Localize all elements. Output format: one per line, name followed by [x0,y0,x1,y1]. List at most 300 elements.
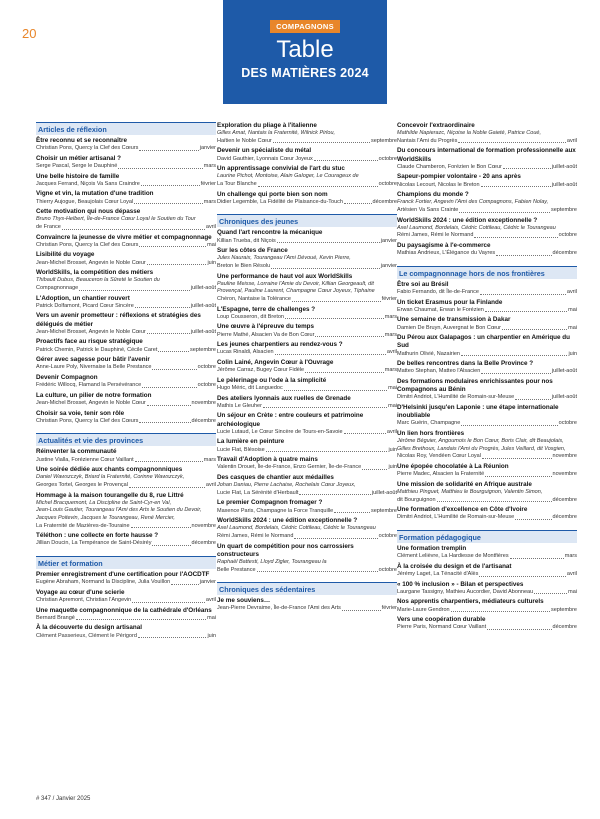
issue-month: novembre [552,453,577,460]
article-title: Téléthon : une collecte en forte hausse ? [36,532,159,540]
column-3 [397,122,577,640]
toc-entry [217,517,397,540]
author-line [217,447,397,455]
issue-month: octobre [378,180,397,187]
toc-entry [397,191,577,214]
issue-month: mai [388,384,397,391]
dot-leader [515,514,551,520]
article-authors: Claude Chamberon, Forézien le Bon Cœur [397,163,502,170]
toc-entry [217,273,397,304]
article-authors: Jules Nauraix, Tourangeau l'Ami Dévoué, Kevin Pierre, [217,255,351,262]
article-title: Je me souviens… [217,597,271,605]
article-authors: Mathilde Napierazc, Niçoise la Noble Gaieté, Patrice Coué, [397,130,541,137]
article-title: WorldSkills, la compétition des métiers [36,269,154,277]
article-title: Vers une coopération durable [397,616,486,624]
toc-section [36,556,216,640]
dot-leader [152,364,196,370]
article-title: Une maquette compagnonnique de la cathédrale d'Orléans [36,606,212,614]
toc-section [36,433,216,548]
article-authors: Belle Prestance [217,566,256,573]
author-line [397,368,577,376]
dot-leader [344,429,386,435]
toc-entry [36,356,216,372]
issue-month: juillet-août [190,302,216,309]
article-title: Sur les côtes de France [217,247,288,255]
article-title: Choisir sa voie, tenir son rôle [36,409,125,417]
author-line [36,145,216,153]
issue-month: mai [568,324,577,331]
article-authors: Lucie Flat, Blésoise [217,446,265,453]
article-authors: Christian Pons, Quercy la Clef des Cœurs [36,241,139,248]
article-authors: Rémi James, Rémi le Normand [217,532,294,539]
author-line [36,163,216,171]
issue-month: avril [566,288,577,295]
dot-leader [485,307,567,313]
section-title: Le compagnonnage hors de nos frontières [397,266,577,279]
article-title: Un challenge qui porte bien son nom [217,190,328,198]
author-line [36,597,216,605]
issue-month: janvier [380,262,397,269]
author-line [397,453,577,461]
dot-leader [314,156,378,162]
toc-entry [397,616,577,632]
toc-entry [36,571,216,587]
article-title: Nos apprentis charpentiers, médiateurs culturels [397,598,544,606]
author-line [397,250,577,258]
issue-month: septembre [190,346,216,353]
toc-entry [36,269,216,292]
toc-entry [217,341,397,357]
article-title: Une formation tremplin [397,544,467,552]
author-line [217,464,397,472]
issue-month: avril [386,428,397,435]
article-title: Un lien hors frontières [397,429,465,437]
article-authors: Didier Legemble, La Fidélité de Plaisance-du-Touch [217,198,343,205]
dot-leader [284,385,387,391]
banner-title: Table [276,36,334,63]
issue-month: novembre [552,471,577,478]
toc-entry [217,122,397,145]
article-authors: La Fraternité de Mazières-de-Touraine [36,522,130,529]
article-authors: Artésien Va Sans Crainte [397,206,459,213]
author-line [397,607,577,615]
toc-entry [217,395,397,411]
article-title: Vigne et vin, la mutation d'une tradition [36,190,154,198]
dot-leader [273,138,370,144]
issue-month: décembre [552,514,577,521]
author-line [36,457,216,465]
article-authors: Christian Apremont, Christian l'Angevin [36,596,132,603]
issue-month: février [200,180,216,187]
toc-entry [217,147,397,163]
article-title: Travail d'Adoption à quatre mains [217,456,318,464]
article-title: Premier enregistrement d'une certification pour l'AOCDTF [36,570,210,578]
issue-month: juillet-août [190,284,216,291]
article-title: Le pèlerinage ou l'ode à la simplicité [217,376,327,384]
issue-month: octobre [197,382,216,389]
article-title: Colin Lainé, Angevin Cœur à l'Ouvrage [217,358,334,366]
dot-leader [299,490,370,496]
author-line [217,138,397,146]
dot-leader [62,224,205,230]
author-line [217,403,397,411]
article-authors: Pierre Madec, Alsacien la Fraternité [397,471,485,478]
article-title: Une mission de solidarité en Afrique australe [397,480,532,488]
toc-section [217,582,397,613]
article-title: La lumière en peinture [217,438,285,446]
author-line [217,296,397,304]
toc-entry [36,295,216,311]
issue-month: février [381,605,397,612]
article-title: Un apprentissage convivial de l'art du stuc [217,165,345,173]
issue-month: avril [566,570,577,577]
article-title: Du Pérou aux Galapagos : un charpentier en Amérique du Sud [397,334,570,350]
issue-month: juin [207,632,216,639]
article-title: À la découverte du design artisanal [36,624,143,632]
author-line [397,307,577,315]
title-banner [223,0,387,104]
toc-entry [36,410,216,426]
article-title: Gérer avec sagesse pour bâtir l'avenir [36,356,150,364]
dot-leader [285,314,384,320]
dot-leader [131,523,191,529]
dot-leader [515,394,551,400]
article-authors: Raphaël Battesti, Lloyd Zigler, Tourangeau la [217,558,327,565]
article-title: L'Espagne, terre de challenges ? [217,305,316,313]
article-title: De belles rencontres dans la Belle Province ? [397,360,534,368]
article-title: Hommage à la maison tourangelle du 8, rue Littré [36,491,184,499]
dot-leader [277,238,380,244]
article-title: La culture, un pilier de notre formation [36,391,152,399]
article-title: Une performance de haut vol aux WorldSkills [217,272,353,280]
toc-entry [397,404,577,428]
article-authors: Pauline Meisse, Lorraine l'Amie du Devoir, Killian Georgeault, dit [217,280,374,287]
dot-leader [263,403,387,409]
toc-entry [217,229,397,245]
article-title: Cette motivation qui nous dépasse [36,208,141,216]
article-title: Une semaine de transmission à Dakar [397,316,511,324]
article-authors: Michel Bracquemont, La Discipline de Saint-Cyr-en Val, [36,499,172,506]
article-authors: Haïtien le Noble Cœur [217,137,272,144]
toc-entry [36,312,216,336]
toc-entry [397,147,577,171]
article-authors: Johan Daniau, Pierre Lachaise, Rochelais Cœur Joyeux, [217,482,356,489]
article-title: Devenir Compagnon [36,373,98,381]
issue-month: décembre [552,496,577,503]
toc-entry [217,306,397,322]
article-authors: Loup Cousseron, dit Breton [217,313,284,320]
article-title: Une formation d'excellence en Côte d'Ivoire [397,506,528,514]
toc-entry [36,190,216,206]
dot-leader [315,332,383,338]
author-line [397,138,577,146]
dot-leader [132,597,205,603]
issue-month: septembre [551,606,577,613]
issue-month: octobre [197,364,216,371]
article-authors: Jacques Ferrand, Niçois Va Sans Craindre [36,180,140,187]
article-authors: Christian Pons, Quercy la Clef des Cœurs [36,417,139,424]
dot-leader [139,418,190,424]
article-authors: Provençal, Pauline Laurent, Champagne Cœur Joyeux, Tiphaine [217,288,375,295]
article-authors: Fabio Fernando, dit Île-de-France [397,288,479,295]
author-line [397,182,577,190]
toc-entry [217,474,397,497]
issue-month: septembre [371,507,397,514]
article-authors: Patrick Chemin, Patrick le Dauphiné, Cécile Caret [36,346,158,353]
issue-month: juin [207,259,216,266]
issue-month: mai [388,402,397,409]
issue-month: mars [203,456,216,463]
section-title: Chroniques des jeunes [217,214,397,227]
author-line [217,367,397,375]
author-line [217,508,397,516]
article-authors: Lucas Rinaldi, Alsacien [217,349,274,356]
toc-section [217,214,397,574]
dot-leader [474,232,557,238]
toc-entry [397,563,577,579]
toc-entry [36,492,216,531]
article-authors: Justine Vialla, Forézienne Cœur Vaillant [36,456,134,463]
issue-month: mars [384,367,397,374]
article-authors: Nantais l'Ami du Progrès [397,137,458,144]
article-title: Réinventer la communauté [36,448,117,456]
article-title: Une œuvre à l'épreuve du temps [217,323,315,331]
author-line [36,615,216,623]
article-title: Sapeur-pompier volontaire - 20 ans après [397,173,521,181]
dot-leader [305,367,384,373]
article-authors: Erwan Chaumat, Erwan le Forézien [397,306,484,313]
dot-leader [534,589,567,595]
toc-entry [397,217,577,240]
author-line [217,490,397,498]
toc-entry [397,242,577,258]
toc-section [217,122,397,206]
article-title: Lisibilité du voyage [36,251,95,259]
author-line [36,224,216,232]
article-authors: David Gauthier, Lyonnais Cœur Joyeux [217,155,313,162]
article-authors: Gilles Brethoux, Landais l'Ami du Progrès, Jules Veillard, dit Vosgien, [397,445,566,452]
issue-month: juin [388,464,397,471]
toc-entry [397,481,577,504]
dot-leader [502,325,567,331]
column-1 [36,122,216,648]
article-title: « 100 % inclusion » - Bilan et perspectives [397,580,524,588]
article-authors: Bruno Thys-Helbert, Île-de-France Cœur Loyal le Soutien du Tour [36,216,196,223]
issue-month: décembre [191,417,216,424]
toc-entry [397,281,577,297]
issue-month: avril [205,223,216,230]
toc-entry [397,299,577,315]
dot-leader [480,289,566,295]
author-line [217,199,397,207]
dot-leader [496,250,551,256]
dot-leader [129,482,205,488]
author-line [36,181,216,189]
column-2 [217,122,397,621]
issue-month: juillet-août [551,163,577,170]
author-line [217,156,397,164]
issue-month: janvier [380,237,397,244]
issue-month: décembre [552,250,577,257]
article-authors: Valentin Drouet, Île-de-France, Enzo Gernier, Île-de-France [217,464,362,471]
article-title: Un séjour en Crète : entre couleurs et patrimoine archéologique [217,412,364,428]
article-authors: Jean-Pierre Devraime, Île-de-France l'Ami des Arts [217,605,341,612]
article-authors: de France [36,223,61,230]
toc-entry [397,378,577,402]
article-authors: Jérôme Béguier, Angoumois le Bon Cœur, Boris Clair, dit Beaujolais, [397,438,564,445]
toc-entry [397,463,577,479]
dot-leader [479,571,566,577]
dot-leader [271,263,380,269]
toc-entry [397,506,577,522]
dot-leader [510,553,564,559]
article-title: Le premier Compagnon fromager ? [217,499,323,507]
author-line [36,242,216,250]
page-number: 20 [22,26,37,41]
issue-month: juillet-août [551,394,577,401]
dot-leader [135,457,203,463]
issue-month: janvier [199,579,216,586]
author-line [36,540,216,548]
toc-section [397,122,577,258]
author-line [36,285,216,293]
section-title: Chroniques des sédentaires [217,582,397,595]
author-line [217,238,397,246]
toc-entry [36,589,216,605]
article-title: Une belle histoire de famille [36,172,120,180]
issue-month: juin [388,446,397,453]
toc-entry [36,532,216,548]
author-line [36,523,216,531]
issue-month: décembre [372,198,397,205]
article-authors: Breton le Bien Résolu [217,262,271,269]
dot-leader [487,624,551,630]
article-authors: Matthieu Pinguet, Matthieu le Bourguignon, Valentin Simon, [397,488,543,495]
article-authors: Georges Tortel, Georges le Provençal [36,481,128,488]
issue-month: octobre [558,420,577,427]
toc-entry [36,448,216,464]
article-authors: Matteo Stephan, Matteo l'Alsacien [397,368,481,375]
issue-month: avril [205,481,216,488]
article-authors: Hugo Méric, dit Languedoc [217,384,283,391]
article-authors: Axel Laumond, Bordelais, Cédric Cottileau, Cédric le Tourangeau [397,224,556,231]
article-title: Exploration du pliage à l'italienne [217,122,317,129]
author-line [36,382,216,390]
article-authors: Frédéric Willocq, Flamand la Persévérance [36,382,142,389]
section-tag: COMPAGNONS [270,20,340,33]
author-line [397,164,577,172]
toc-entry [36,374,216,390]
toc-entry [397,334,577,358]
author-line [397,325,577,333]
issue-month: juillet-août [551,181,577,188]
article-authors: Rémi James, Rémi le Normand [397,232,474,239]
issue-month: janvier [199,145,216,152]
toc-entry [36,155,216,171]
dot-leader [139,145,198,151]
author-line [397,624,577,632]
issue-month: mai [568,588,577,595]
author-line [397,471,577,479]
author-line [36,260,216,268]
article-authors: Jacques Poitevin, Jacques le Tourangeau, René Mercier, [36,514,175,521]
dot-leader [76,615,206,621]
author-line [217,605,397,613]
toc-entry [36,173,216,189]
dot-leader [437,497,552,503]
issue-month: juillet-août [190,328,216,335]
author-line [217,533,397,541]
article-title: Choisir un métier artisanal ? [36,154,122,162]
toc-entry [36,607,216,623]
toc-section [36,122,216,425]
dot-leader [481,182,551,188]
issue-month: novembre [191,522,216,529]
section-title: Actualités et vie des provinces [36,433,216,446]
article-authors: Pierre Mathé, Alsacien Va de Bon Cœur [217,331,315,338]
author-line [397,351,577,359]
author-line [36,364,216,372]
author-line [217,385,397,393]
article-title: Du concours international de formation professionnelle aux WorldSkills [397,147,576,163]
issue-month: septembre [551,206,577,213]
author-line [36,303,216,311]
article-authors: Eugène Abraham, Normand la Discipline, Julia Vouillon [36,579,171,586]
article-authors: Christian Pons, Quercy la Clef des Cœurs [36,145,139,152]
toc-entry [36,392,216,408]
toc-entry [36,338,216,354]
dot-leader [152,540,190,546]
toc-entry [217,543,397,575]
article-authors: Gilles Amat, Nantais la Fraternité, Wilnick Pirlou, [217,130,336,137]
article-authors: Nicolas Roy, Vendéen Cœur Loyal [397,453,481,460]
article-title: Convaincre la jeunesse de vivre métier et compagnonnage [36,233,212,241]
author-line [217,567,397,575]
dot-leader [142,382,196,388]
issue-month: décembre [552,624,577,631]
dot-leader [134,199,203,205]
toc-entry [217,377,397,393]
article-authors: Mathias Andrieux, L'Élégance du Vayres [397,250,496,257]
article-authors: Marc Guérin, Champagne [397,420,461,427]
toc-entry [217,191,397,207]
article-authors: Mathurin Olivié, Nazairien [397,350,460,357]
article-title: D'Helsinki jusqu'en Laponie : une étape internationale inoubliable [397,403,559,420]
issue-month: avril [566,137,577,144]
author-line [217,181,397,189]
article-title: L'Adoption, un chantier rouvert [36,294,130,302]
toc-entry [36,466,216,489]
article-title: Des casques de chantier aux médailles [217,473,334,481]
article-title: WorldSkills 2024 : une édition exceptionnelle ? [397,216,538,224]
dot-leader [459,207,550,213]
article-authors: Mathis Le Gleuher [217,402,262,409]
author-line [217,429,397,437]
toc-entry [397,545,577,561]
toc-entry [397,581,577,597]
banner-subtitle: DES MATIÈRES 2024 [241,66,369,80]
author-line [217,332,397,340]
issue-month: mars [564,553,577,560]
article-authors: Jean-Michel Brosset, Angevin le Noble Cœur [36,399,146,406]
article-authors: Nicolas Lecourt, Nicolas le Breton [397,181,480,188]
article-authors: Marie-Laure Gendron [397,606,450,613]
article-authors: Patrick Dolfamont, Picard Cœur Sincère [36,302,134,309]
dot-leader [118,163,202,169]
article-title: Voyage au cœur d'une scierie [36,588,125,596]
article-title: Concevoir l'extraordinaire [397,122,475,129]
author-line [36,199,216,207]
